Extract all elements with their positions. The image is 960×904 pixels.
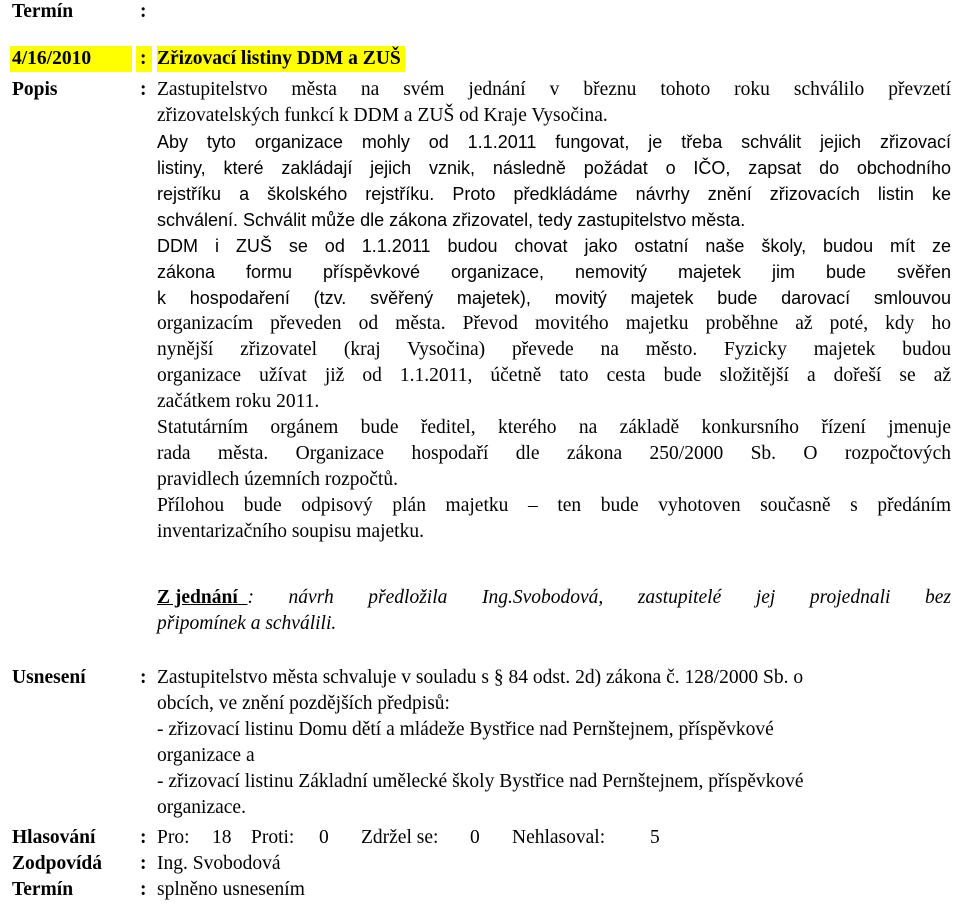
vote-proti-value: 0 (319, 827, 329, 848)
hlasovani-label: Hlasování (12, 827, 96, 848)
popis-line: k hospodaření (tzv. svěřený majetek), movitý majetek bude darovací smlouvou (157, 288, 951, 308)
popis-line: Aby tyto organizace mohly od 1.1.2011 fungovat, je třeba schválit jejich zřizovací (157, 132, 951, 152)
termin-colon: : (140, 879, 147, 900)
popis-line: pravidlech územních rozpočtů. (157, 469, 398, 490)
jednani-label: Z jednání (157, 587, 238, 608)
usneseni-line: organizace a (157, 745, 255, 766)
vote-proti-label: Proti: (251, 827, 295, 848)
usneseni-line: - zřizovací listinu Základní umělecké školy Bystřice nad Pernštejnem, příspěvkové (157, 771, 804, 792)
popis-line: Přílohou bude odpisový plán majetku – ten bude vyhotoven současně s předáním (157, 495, 951, 516)
popis-line: DDM i ZUŠ se od 1.1.2011 budou chovat jako ostatní naše školy, budou mít ze (157, 236, 951, 256)
popis-line: nynější zřizovatel (kraj Vysočina) převede na město. Fyzicky majetek budou (157, 339, 951, 360)
vote-pro-label: Pro: (157, 827, 190, 848)
popis-line: začátkem roku 2011. (157, 391, 320, 412)
popis-line: zřizovatelských funkcí k DDM a ZUŠ od Kraje Vysočina. (157, 105, 608, 126)
termin-value: splněno usnesením (157, 879, 305, 900)
usneseni-line: obcích, ve znění pozdějších předpisů: (157, 693, 450, 714)
item-title: Zřizovací listiny DDM a ZUŠ (157, 46, 405, 72)
zodpovida-value: Ing. Svobodová (157, 853, 281, 874)
popis-line: Zastupitelstvo města na svém jednání v březnu tohoto roku schválilo převzetí (157, 79, 951, 100)
vote-zdrzel-value: 0 (470, 827, 480, 848)
popis-line: listiny, které zakládají jejich vznik, následně požádat o IČO, zapsat do obchodního (157, 158, 951, 178)
vote-nehlasoval-value: 5 (650, 827, 660, 848)
popis-line: rejstříku a školského rejstříku. Proto předkládáme návrhy znění zřizovacích listin ke (157, 184, 951, 204)
jednani-text: : návrh předložila Ing.Svobodová, zastupitelé jej projednali bez (247, 587, 951, 608)
jednani-line-1 (157, 585, 951, 611)
usneseni-colon: : (140, 667, 147, 688)
zodpovida-colon: : (140, 853, 147, 874)
usneseni-label: Usnesení (12, 667, 86, 688)
popis-line: Statutárním orgánem bude ředitel, kterého na základě konkursního řízení jmenuje (157, 417, 951, 438)
popis-line: schválení. Schválit může dle zákona zřizovatel, tedy zastupitelstvo města. (157, 210, 746, 230)
termin-label: Termín (12, 879, 74, 900)
jednani-underline-space (238, 585, 248, 611)
vote-nehlasoval-label: Nehlasoval: (512, 827, 606, 848)
popis-line: organizacím převeden od města. Převod movitého majetku proběhne až poté, kdy ho (157, 313, 951, 334)
popis-label: Popis (12, 79, 58, 100)
vote-pro-value: 18 (212, 827, 232, 848)
jednani-line-2: připomínek a schválili. (157, 613, 337, 634)
popis-line: inventarizačního soupisu majetku. (157, 521, 424, 542)
top-termin-colon: : (140, 1, 147, 22)
top-termin-label: Termín (12, 1, 74, 22)
item-colon: : (136, 46, 152, 72)
popis-line: organizace užívat již od 1.1.2011, účetně tato cesta bude složitější a dořeší se až (157, 365, 951, 386)
usneseni-line: - zřizovací listinu Domu dětí a mládeže Bystřice nad Pernštejnem, příspěvkové (157, 719, 774, 740)
vote-zdrzel-label: Zdržel se: (361, 827, 439, 848)
usneseni-line: organizace. (157, 797, 246, 818)
usneseni-line: Zastupitelstvo města schvaluje v souladu s § 84 odst. 2d) zákona č. 128/2000 Sb. o (157, 667, 804, 688)
popis-line: rada města. Organizace hospodaří dle zákona 250/2000 Sb. O rozpočtových (157, 443, 951, 464)
item-date: 4/16/2010 (10, 46, 132, 72)
popis-line: zákona formu příspěvkové organizace, nemovitý majetek jim bude svěřen (157, 262, 951, 282)
hlasovani-colon: : (140, 827, 147, 848)
zodpovida-label: Zodpovídá (12, 853, 102, 874)
popis-colon: : (140, 79, 147, 100)
